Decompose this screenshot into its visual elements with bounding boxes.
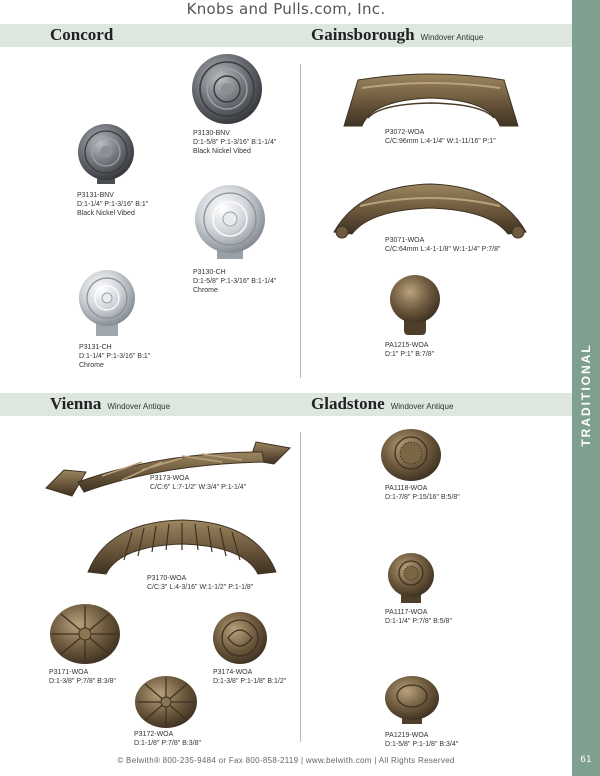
- product-sku: P3072-WOA: [385, 129, 425, 136]
- knob-p3130-ch-image: [193, 183, 267, 261]
- knob-pa1219-woa-image: [384, 674, 440, 726]
- section-title-vienna: Vienna Windover Antique: [50, 394, 171, 413]
- product-dimensions: D:1-5/8" P:1-3/16" B:1-1/4": [193, 139, 277, 146]
- product-finish: Chrome: [193, 287, 218, 294]
- product-dimensions: D:1-5/8" P:1-3/16" B:1-1/4": [193, 278, 277, 285]
- knob-pa1118-woa-image: [380, 428, 442, 482]
- page-footer: © Belwith® 800-235-9484 or Fax 800-858-2119 | www.belwith.com | All Rights Reserved: [117, 756, 455, 765]
- product-dimensions: D:1" P:1" B:7/8": [385, 351, 435, 358]
- category-sidebar: [572, 0, 600, 776]
- product-caption: [385, 731, 458, 749]
- product-sku: P3170-WOA: [147, 575, 187, 582]
- product-sku: PA1117-WOA: [385, 609, 428, 616]
- product-dimensions: D:1-5/8" P:1-1/8" B:3/4": [385, 741, 459, 748]
- product-caption: [385, 484, 460, 502]
- product-sku: P3071-WOA: [385, 237, 425, 244]
- product-dimensions: C/C:3" L:4-3/16" W:1-1/2" P:1-1/8": [147, 584, 254, 591]
- product-dimensions: C/C:6" L:7-1/2" W:3/4" P:1-1/4": [150, 484, 247, 491]
- cup-pull-p3072-woa-image: [340, 70, 522, 132]
- product-dimensions: D:1-3/8" P:1-1/8" B:1/2": [213, 678, 287, 685]
- product-sku: PA1215-WOA: [385, 342, 429, 349]
- knob-pa1215-woa-image: [388, 273, 442, 337]
- product-caption: [385, 608, 452, 626]
- product-sku: P3131-BNV: [77, 192, 114, 199]
- product-sku: P3171-WOA: [49, 669, 89, 676]
- product-caption: [147, 574, 253, 592]
- product-sku: P3172-WOA: [134, 731, 174, 738]
- product-caption: [79, 343, 150, 370]
- product-caption: [213, 668, 286, 686]
- product-finish: Black Nickel Vibed: [77, 210, 135, 217]
- product-finish: Chrome: [79, 362, 104, 369]
- finish-subtitle: Windover Antique: [390, 402, 454, 411]
- column-divider: [300, 432, 301, 742]
- knob-p3131-ch-image: [78, 268, 136, 338]
- finish-subtitle: Windover Antique: [420, 33, 484, 42]
- section-title-gainsborough: Gainsborough Windover Antique: [311, 25, 484, 44]
- product-caption: [385, 128, 496, 146]
- product-dimensions: C/C:96mm L:4-1/4" W:1-11/16" P:1": [385, 138, 496, 145]
- product-caption: [193, 129, 276, 156]
- column-divider: [300, 64, 301, 378]
- knob-p3174-woa-image: [211, 610, 269, 666]
- page-number: 61: [580, 755, 592, 765]
- product-sku: P3174-WOA: [213, 669, 253, 676]
- section-title-gladstone: Gladstone Windover Antique: [311, 394, 454, 413]
- section-title-concord: Concord: [50, 25, 114, 44]
- product-caption: [193, 268, 276, 295]
- product-dimensions: D:1-7/8" P:15/16" B:5/8": [385, 494, 460, 501]
- knob-pa1117-woa-image: [387, 551, 435, 605]
- product-sku: P3131-CH: [79, 344, 112, 351]
- product-sku: P3130-BNV: [193, 130, 230, 137]
- knob-p3130-bnv-image: [190, 52, 264, 126]
- category-label: TRADITIONAL: [579, 343, 593, 447]
- knob-p3131-bnv-image: [77, 122, 135, 188]
- product-dimensions: C/C:64mm L:4-1-1/8" W:1-1/4" P:7/8": [385, 246, 501, 253]
- cup-pull-p3071-woa-image: [330, 180, 530, 242]
- knob-p3172-woa-image: [133, 674, 199, 730]
- product-dimensions: D:1-1/4" P:7/8" B:5/8": [385, 618, 452, 625]
- knob-p3171-woa-image: [48, 602, 122, 666]
- product-caption: [385, 341, 434, 359]
- product-caption: [150, 474, 246, 492]
- cup-pull-p3170-woa-image: [84, 516, 280, 580]
- product-sku: PA1118-WOA: [385, 485, 428, 492]
- product-finish: Black Nickel Vibed: [193, 148, 251, 155]
- product-sku: PA1219-WOA: [385, 732, 429, 739]
- product-caption: [385, 236, 500, 254]
- product-dimensions: D:1-3/8" P:7/8" B:3/8": [49, 678, 116, 685]
- product-sku: P3173-WOA: [150, 475, 190, 482]
- product-dimensions: D:1-1/8" P:7/8" B:3/8": [134, 740, 201, 747]
- site-header: Knobs and Pulls.com, Inc.: [186, 0, 386, 18]
- product-caption: [49, 668, 116, 686]
- product-caption: [77, 191, 148, 218]
- product-dimensions: D:1-1/4" P:1-3/16" B:1": [77, 201, 149, 208]
- product-dimensions: D:1-1/4" P:1-3/16" B:1": [79, 353, 151, 360]
- product-sku: P3130-CH: [193, 269, 226, 276]
- finish-subtitle: Windover Antique: [107, 402, 171, 411]
- product-caption: [134, 730, 201, 748]
